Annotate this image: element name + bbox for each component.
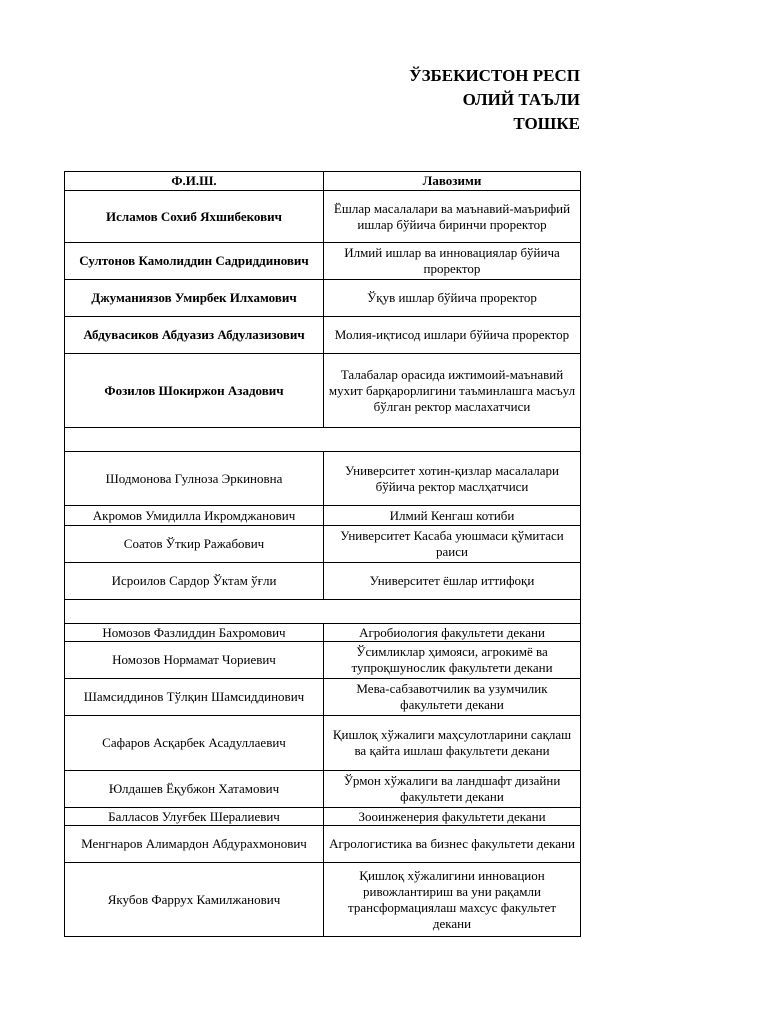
table-row <box>65 642 581 679</box>
spacer-row <box>65 600 581 624</box>
cell-position: Ўрмон хўжалиги ва ландшафт дизайни факультети декани <box>324 771 581 808</box>
cell-name: Шодмонова Гулноза Эркиновна <box>65 452 324 506</box>
spacer-cell <box>65 600 581 624</box>
cell-position: Университет Касаба уюшмаси қўмитаси раиси <box>324 526 581 563</box>
cell-name: Юлдашев Ёқубжон Хатамович <box>65 771 324 808</box>
heading-line-2: ОЛИЙ ТАЪЛИ <box>462 90 580 109</box>
table-row <box>65 826 581 863</box>
cell-name: Сафаров Асқарбек Асадуллаевич <box>65 716 324 771</box>
cell-position: Агрологистика ва бизнес факультети декани <box>324 826 581 863</box>
table-row <box>65 716 581 771</box>
table-body <box>65 191 581 937</box>
cell-name: Фозилов Шокиржон Азадович <box>65 354 324 428</box>
cell-name: Джуманиязов Умирбек Илхамович <box>65 280 324 317</box>
header-name: Ф.И.Ш. <box>65 172 324 191</box>
table-row <box>65 317 581 354</box>
cell-name: Балласов Улуғбек Шералиевич <box>65 808 324 826</box>
table-row <box>65 679 581 716</box>
table-row <box>65 771 581 808</box>
cell-position: Мева-сабзавотчилик ва узумчилик факультети декани <box>324 679 581 716</box>
cell-position: Ўсимликлар ҳимояси, агрокимё ва тупроқшунослик факультети декани <box>324 642 581 679</box>
heading-line-1: ЎЗБЕКИСТОН РЕСП <box>409 66 580 85</box>
table-row <box>65 452 581 506</box>
cell-name: Акромов Умидилла Икромджанович <box>65 506 324 526</box>
table-row <box>65 563 581 600</box>
cell-position: Қишлоқ хўжалиги маҳсулотларини сақлаш ва қайта ишлаш факультети декани <box>324 716 581 771</box>
cell-name: Менгнаров Алимардон Абдурахмонович <box>65 826 324 863</box>
cell-name: Султонов Камолиддин Садриддинович <box>65 243 324 280</box>
table-row <box>65 506 581 526</box>
document-heading <box>0 64 580 136</box>
cell-position: Талабалар орасида ижтимоий-маънавий мухит барқарорлигини таъминлашга масъул бўлган ректор маслахатчиси <box>324 354 581 428</box>
table-row <box>65 280 581 317</box>
spacer-cell <box>65 428 581 452</box>
cell-name: Якубов Фаррух Камилжанович <box>65 863 324 937</box>
table-row <box>65 243 581 280</box>
table-row <box>65 624 581 642</box>
staff-table <box>64 171 581 937</box>
cell-position: Қишлоқ хўжалигини инновацион ривожлантириш ва уни рақамли трансформациялаш махсус факультет декани <box>324 863 581 937</box>
cell-position: Университет ёшлар иттифоқи <box>324 563 581 600</box>
cell-position: Илмий ишлар ва инновациялар бўйича проректор <box>324 243 581 280</box>
cell-name: Соатов Ўткир Ражабович <box>65 526 324 563</box>
table-header-row <box>65 172 581 191</box>
heading-line-3: ТОШКЕ <box>513 114 580 133</box>
cell-name: Исроилов Сардор Ўктам ўғли <box>65 563 324 600</box>
cell-name: Шамсиддинов Тўлқин Шамсиддинович <box>65 679 324 716</box>
cell-position: Илмий Кенгаш котиби <box>324 506 581 526</box>
cell-position: Агробиология факультети декани <box>324 624 581 642</box>
cell-name: Номозов Нормамат Чориевич <box>65 642 324 679</box>
header-position: Лавозими <box>324 172 581 191</box>
table-row <box>65 354 581 428</box>
cell-name: Абдувасиков Абдуазиз Абдулазизович <box>65 317 324 354</box>
table-row <box>65 526 581 563</box>
cell-position: Ўқув ишлар бўйича проректор <box>324 280 581 317</box>
staff-table-wrapper <box>64 171 581 937</box>
cell-name: Исламов Сохиб Яхшибекович <box>65 191 324 243</box>
cell-name: Номозов Фазлиддин Бахромович <box>65 624 324 642</box>
spacer-row <box>65 428 581 452</box>
table-row <box>65 191 581 243</box>
cell-position: Университет хотин-қизлар масалалари бўйича ректор маслҳатчиси <box>324 452 581 506</box>
cell-position: Зооинженерия факультети декани <box>324 808 581 826</box>
table-row <box>65 863 581 937</box>
cell-position: Молия-иқтисод ишлари бўйича проректор <box>324 317 581 354</box>
cell-position: Ёшлар масалалари ва маънавий-маърифий ишлар бўйича биринчи проректор <box>324 191 581 243</box>
table-row <box>65 808 581 826</box>
